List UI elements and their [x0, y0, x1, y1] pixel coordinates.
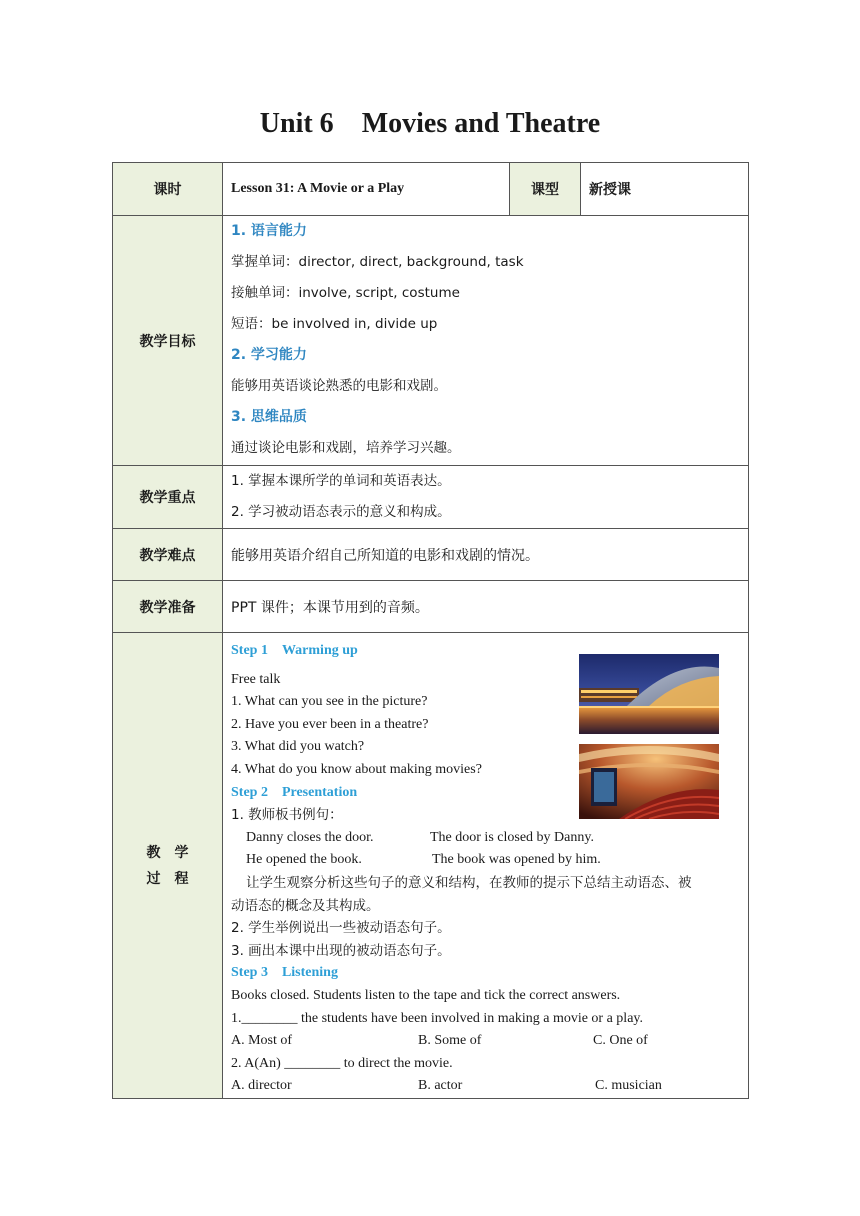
goal-master-words: 掌握单词：director, direct, background, task — [231, 254, 524, 270]
focus-label: 教学重点 — [113, 466, 223, 529]
theatre-interior-photo — [579, 744, 719, 819]
prep-label: 教学准备 — [113, 581, 223, 633]
difficulty-label: 教学难点 — [113, 529, 223, 581]
option: A. Most of — [231, 1033, 293, 1049]
question-3: 3. What did you watch? — [231, 739, 365, 755]
board-examples-heading: 1. 教师板书例句： — [231, 807, 343, 824]
prep-row — [113, 581, 749, 633]
observe-line-2: 动语态的概念及其构成。 — [231, 897, 380, 914]
observe-line-1: 让学生观察分析这些句子的意义和结构，在教师的提示下总结主动语态、被 — [246, 874, 692, 891]
example-passive-2: The book was opened by him. — [432, 852, 601, 868]
listening-intro: Books closed. Students listen to the tape and tick the correct answers. — [231, 987, 621, 1003]
goals-content — [223, 216, 749, 466]
type-value: 新授课 — [581, 163, 749, 216]
example-active-2: He opened the book. — [246, 852, 362, 868]
example-pair-2 — [231, 849, 740, 872]
example-pair-1 — [231, 827, 740, 850]
goals-row — [113, 216, 749, 466]
focus-content — [223, 466, 749, 529]
listening-options-2 — [231, 1075, 740, 1098]
goal-contact-words: 接触单词：involve, script, costume — [231, 285, 460, 301]
presentation-item-3: 3. 画出本课中出现的被动语态句子。 — [231, 942, 451, 959]
example-passive-1: The door is closed by Danny. — [430, 829, 594, 845]
goal-heading-learning: 2. 学习能力 — [231, 347, 307, 363]
option: B. Some of — [418, 1033, 482, 1049]
goal-learning-ability: 能够用英语谈论熟悉的电影和戏剧。 — [231, 378, 447, 394]
listening-options-1 — [231, 1030, 740, 1053]
process-label-line-2: 过 程 — [146, 871, 189, 888]
process-label — [113, 633, 223, 1099]
theatre-exterior-photo — [579, 654, 719, 734]
type-label: 课型 — [510, 163, 581, 216]
goal-heading-language: 1. 语言能力 — [231, 223, 307, 239]
page-title — [0, 108, 860, 140]
prep-text: PPT 课件；本课节用到的音频。 — [223, 581, 749, 633]
free-talk: Free talk — [231, 671, 281, 687]
question-4: 4. What do you know about making movies? — [231, 761, 482, 777]
lesson-label: 课时 — [113, 163, 223, 216]
option: C. musician — [595, 1078, 662, 1094]
example-active-1: Danny closes the door. — [246, 829, 374, 845]
goals-label: 教学目标 — [113, 216, 223, 466]
listening-question-1: 1.________ the students have been involved in making a movie or a play. — [231, 1010, 644, 1026]
lesson-title: Lesson 31: A Movie or a Play — [223, 163, 510, 216]
goal-phrases: 短语：be involved in, divide up — [231, 316, 438, 332]
unit-label: Unit 6 — [259, 108, 334, 139]
lesson-row — [113, 163, 749, 216]
question-1: 1. What can you see in the picture? — [231, 694, 428, 710]
lesson-plan-table — [112, 162, 749, 1099]
unit-topic: Movies and Theatre — [361, 108, 601, 139]
option: C. One of — [593, 1033, 648, 1049]
option: A. director — [231, 1078, 292, 1094]
listening-question-2: 2. A(An) ________ to direct the movie. — [231, 1055, 453, 1071]
focus-item: 1. 掌握本课所学的单词和英语表达。 — [231, 473, 451, 489]
process-label-line-1: 教 学 — [146, 845, 189, 862]
step-1-heading: Step 1 Warming up — [231, 643, 358, 658]
step-3-heading: Step 3 Listening — [231, 965, 338, 981]
step-2-heading: Step 2 Presentation — [231, 784, 358, 800]
goal-thinking: 通过谈论电影和戏剧，培养学习兴趣。 — [231, 440, 461, 456]
focus-row — [113, 466, 749, 529]
difficulty-text: 能够用英语介绍自己所知道的电影和戏剧的情况。 — [223, 529, 749, 581]
difficulty-row — [113, 529, 749, 581]
presentation-item-2: 2. 学生举例说出一些被动语态句子。 — [231, 920, 451, 937]
goal-heading-thinking: 3. 思维品质 — [231, 409, 307, 425]
question-2: 2. Have you ever been in a theatre? — [231, 716, 429, 732]
option: B. actor — [418, 1078, 463, 1094]
focus-item: 2. 学习被动语态表示的意义和构成。 — [231, 504, 451, 520]
